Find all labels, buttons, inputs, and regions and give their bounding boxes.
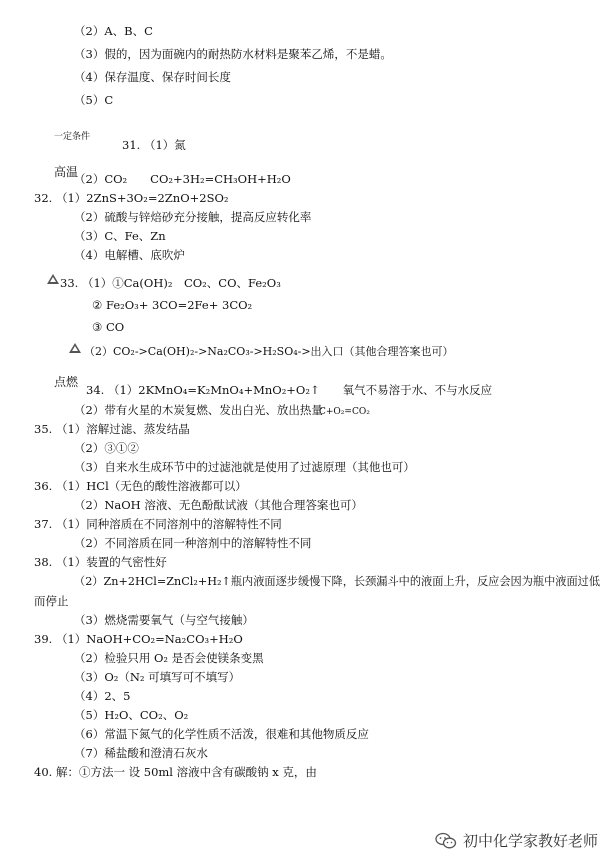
answer-line: （2）CO₂->Ca(OH)₂->Na₂CO₃->H₂SO₄->出入口（其他合理答案也可） <box>84 345 454 358</box>
answer-line: （7）稀盐酸和澄清石灰水 <box>74 746 208 760</box>
answer-line: （5）H₂O、CO₂、O₂ <box>74 708 189 722</box>
condition-label: 点燃 <box>54 375 79 389</box>
answer-line: （4）保存温度、保存时间长度 <box>74 70 231 84</box>
answer-line: （5）C <box>74 93 114 107</box>
answer-line: 35. （1）溶解过滤、蒸发结晶 <box>34 422 190 436</box>
answer-line: （6）常温下氮气的化学性质不活泼，很难和其他物质反应 <box>74 727 369 741</box>
triangle-mark-icon <box>69 343 81 353</box>
answer-line: （4）电解槽、底吹炉 <box>74 248 185 262</box>
answer-line: 36. （1）HCl（无色的酸性溶液都可以） <box>34 479 247 493</box>
answer-line: ③ CO <box>92 320 125 334</box>
answer-line: （2）带有火星的木炭复燃、发出白光、放出热量 <box>74 403 323 417</box>
wechat-icon <box>435 832 457 850</box>
condition-label: 一定条件 <box>54 132 91 142</box>
answer-line: 34. （1）2KMnO₄=K₂MnO₄+MnO₂+O₂↑ 氧气不易溶于水、不与水反应 <box>86 383 493 397</box>
answer-line: 33. （1）①Ca(OH)₂ CO₂、CO、Fe₂O₃ <box>60 276 281 290</box>
watermark-text: 初中化学家教好老师 <box>462 832 598 850</box>
answer-line: 40. 解：①方法一 设 50ml 溶液中含有碳酸钠 x 克，由 <box>34 765 317 779</box>
answer-line: 38. （1）装置的气密性好 <box>34 555 167 569</box>
answer-line: （2）硫酸与锌焙砂充分接触，提高反应转化率 <box>74 210 312 224</box>
answer-line: 39. （1）NaOH+CO₂=Na₂CO₃+H₂O <box>34 632 243 646</box>
answer-line: ② Fe₂O₃+ 3CO=2Fe+ 3CO₂ <box>92 298 253 312</box>
answer-line: （3）燃烧需要氧气（与空气接触） <box>74 613 254 627</box>
answer-line: （3）C、Fe、Zn <box>74 229 166 243</box>
equation-note: C+O₂=CO₂ <box>319 407 370 417</box>
answer-line: （3）O₂（N₂ 可填写可不填写） <box>74 670 241 684</box>
answer-line: （2）Zn+2HCl=ZnCl₂+H₂↑瓶内液面逐步缓慢下降，长颈漏斗中的液面上升，反应会因为瓶中液面过低 <box>74 575 601 588</box>
triangle-mark-icon <box>47 274 59 284</box>
answer-line: 37. （1）同种溶质在不同溶剂中的溶解特性不同 <box>34 517 282 531</box>
answer-line: （2）A、B、C <box>74 24 153 38</box>
answer-line: 32. （1）2ZnS+3O₂=2ZnO+2SO₂ <box>34 191 229 205</box>
answer-line: （2）③①② <box>74 441 139 455</box>
condition-label: 高温 <box>54 165 79 179</box>
answer-line: （3）假的，因为面碗内的耐热防水材料是聚苯乙烯，不是蜡。 <box>74 47 392 61</box>
answer-line: （2）NaOH 溶液、无色酚酞试液（其他合理答案也可） <box>74 498 363 512</box>
answer-line: （2）CO₂ CO₂+3H₂=CH₃OH+H₂O <box>74 172 291 186</box>
watermark <box>435 830 598 851</box>
answer-line: （2）不同溶质在同一种溶剂中的溶解特性不同 <box>74 536 312 550</box>
answer-line: （2）检验只用 O₂ 是否会使镁条变黑 <box>74 651 264 665</box>
answer-line: （4）2、5 <box>74 689 131 703</box>
answer-line: （3）自来水生成环节中的过滤池就是使用了过滤原理（其他也可） <box>74 460 415 474</box>
answer-line: 31. （1）氮 <box>122 138 186 152</box>
answer-line: 而停止 <box>34 594 69 608</box>
